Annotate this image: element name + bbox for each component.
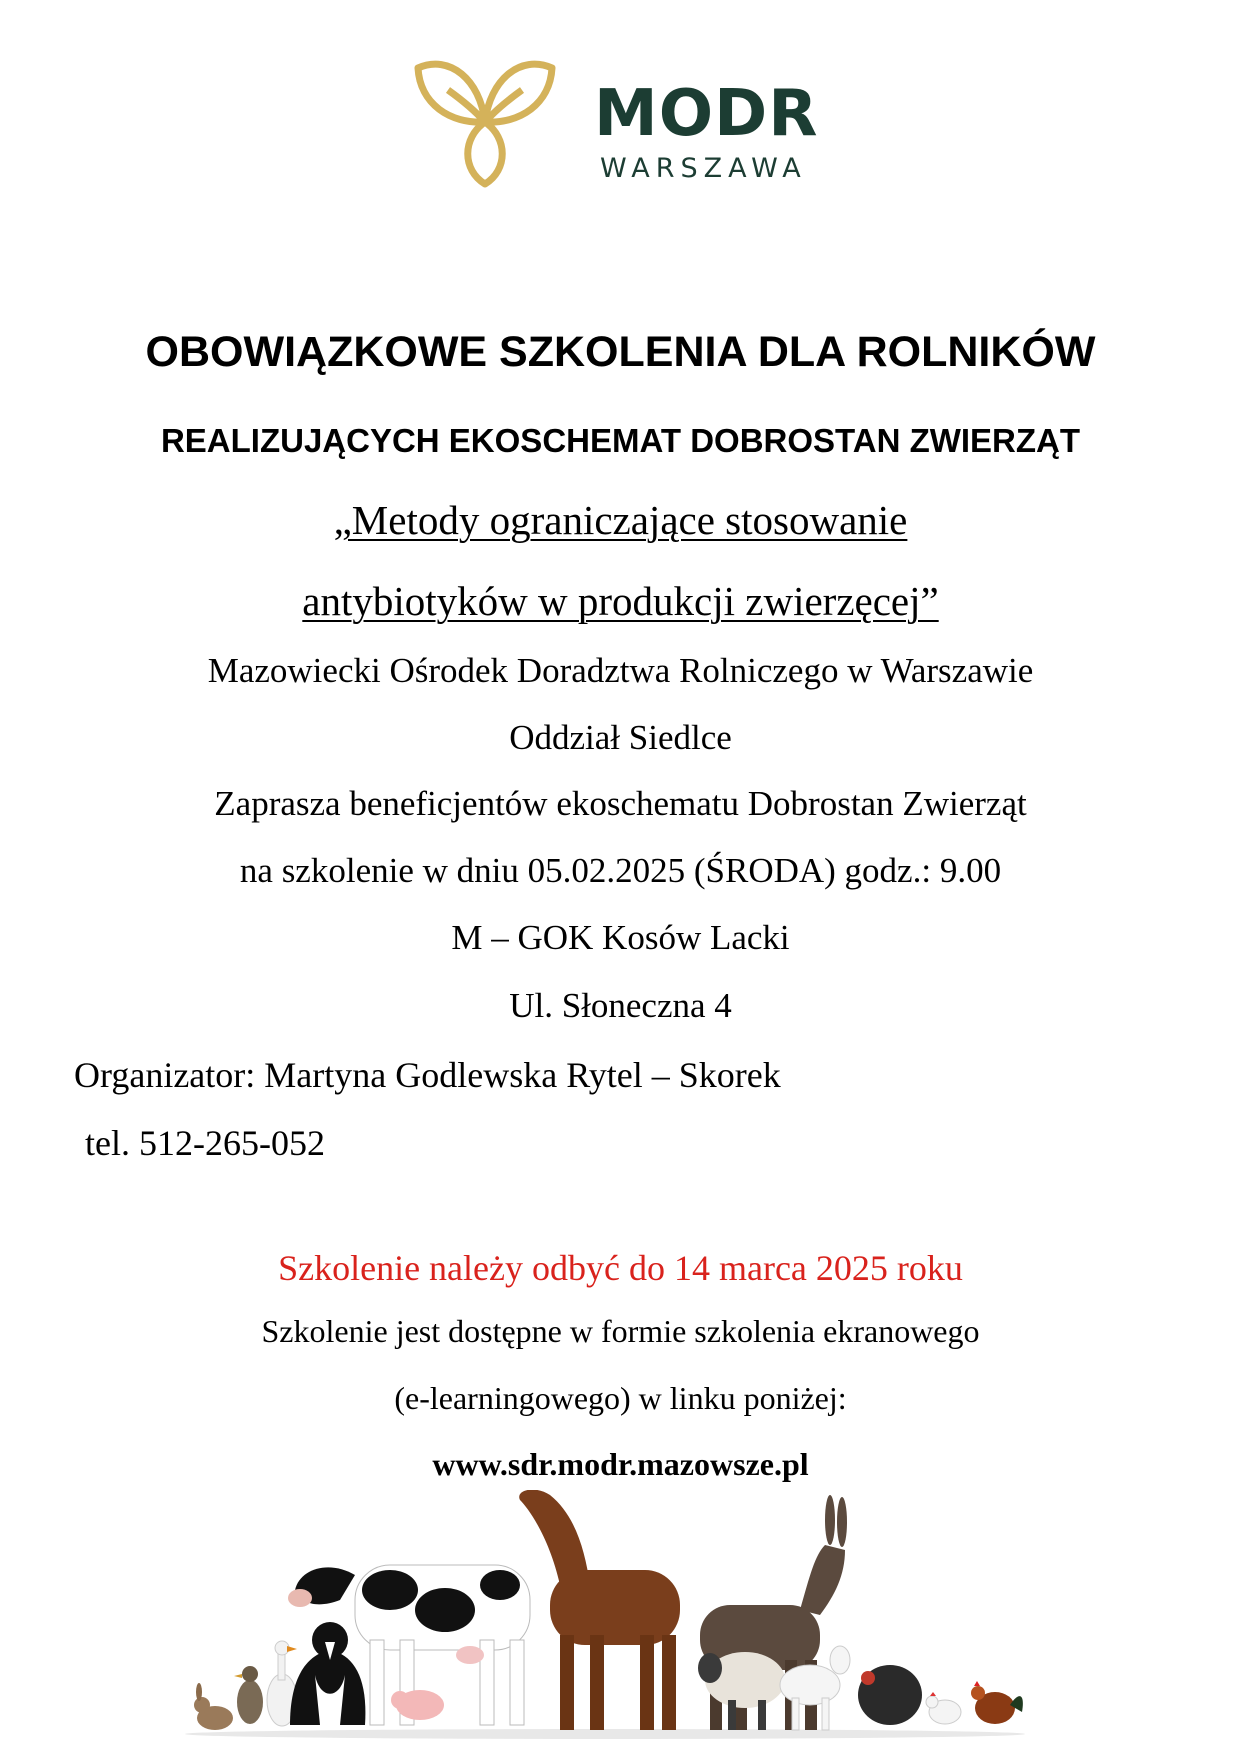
sub-heading: REALIZUJĄCYCH EKOSCHEMAT DOBROSTAN ZWIERZĄT bbox=[160, 422, 1081, 459]
hen-icon bbox=[926, 1692, 961, 1724]
deadline-notice: Szkolenie należy odbyć do 14 marca 2025 roku bbox=[278, 1248, 963, 1288]
horse-icon bbox=[519, 1490, 680, 1730]
dog-icon bbox=[290, 1622, 365, 1725]
venue-address: Ul. Słoneczna 4 bbox=[509, 986, 732, 1025]
organizer-name: Organizator: Martyna Godlewska Rytel – Skorek bbox=[74, 1055, 781, 1095]
main-heading: OBOWIĄZKOWE SZKOLENIA DLA ROLNIKÓW bbox=[145, 328, 1096, 376]
modr-logo bbox=[410, 60, 830, 210]
topic-line-1 bbox=[0, 496, 1241, 544]
branch-name: Oddział Siedlce bbox=[509, 718, 732, 757]
organization-name: Mazowiecki Ośrodek Doradztwa Rolniczego w Warszawie bbox=[207, 651, 1034, 690]
pig-icon bbox=[391, 1690, 444, 1720]
logo-brand-text: MODR bbox=[594, 77, 819, 151]
training-datetime: na szkolenie w dniu 05.02.2025 (ŚRODA) godz.: 9.00 bbox=[239, 851, 1002, 890]
topic-line-2 bbox=[0, 577, 1241, 625]
elearning-info-line-2: (e-learningowego) w linku poniżej: bbox=[394, 1380, 847, 1416]
rabbit-icon bbox=[194, 1683, 233, 1730]
trefoil-logo-icon bbox=[410, 60, 560, 190]
topic-line-2-text: antybiotyków w produkcji zwierzęcej” bbox=[302, 578, 939, 624]
elearning-url-link[interactable]: www.sdr.modr.mazowsze.pl bbox=[432, 1446, 809, 1482]
elearning-info-line-1: Szkolenie jest dostępne w formie szkolenia ekranowego bbox=[261, 1313, 980, 1349]
turkey-icon bbox=[858, 1665, 922, 1725]
venue-name: M – GOK Kosów Lacki bbox=[451, 918, 790, 957]
logo-city-text: WARSZAWA bbox=[600, 153, 807, 184]
farm-animals-image bbox=[180, 1490, 1030, 1740]
duck-icon bbox=[234, 1666, 263, 1724]
organizer-phone: tel. 512-265-052 bbox=[85, 1123, 325, 1163]
rooster-icon bbox=[971, 1681, 1023, 1724]
topic-line-1-text: „Metody ograniczające stosowanie bbox=[333, 497, 908, 543]
invitation-text: Zaprasza beneficjentów ekoschematu Dobrostan Zwierząt bbox=[214, 784, 1027, 823]
